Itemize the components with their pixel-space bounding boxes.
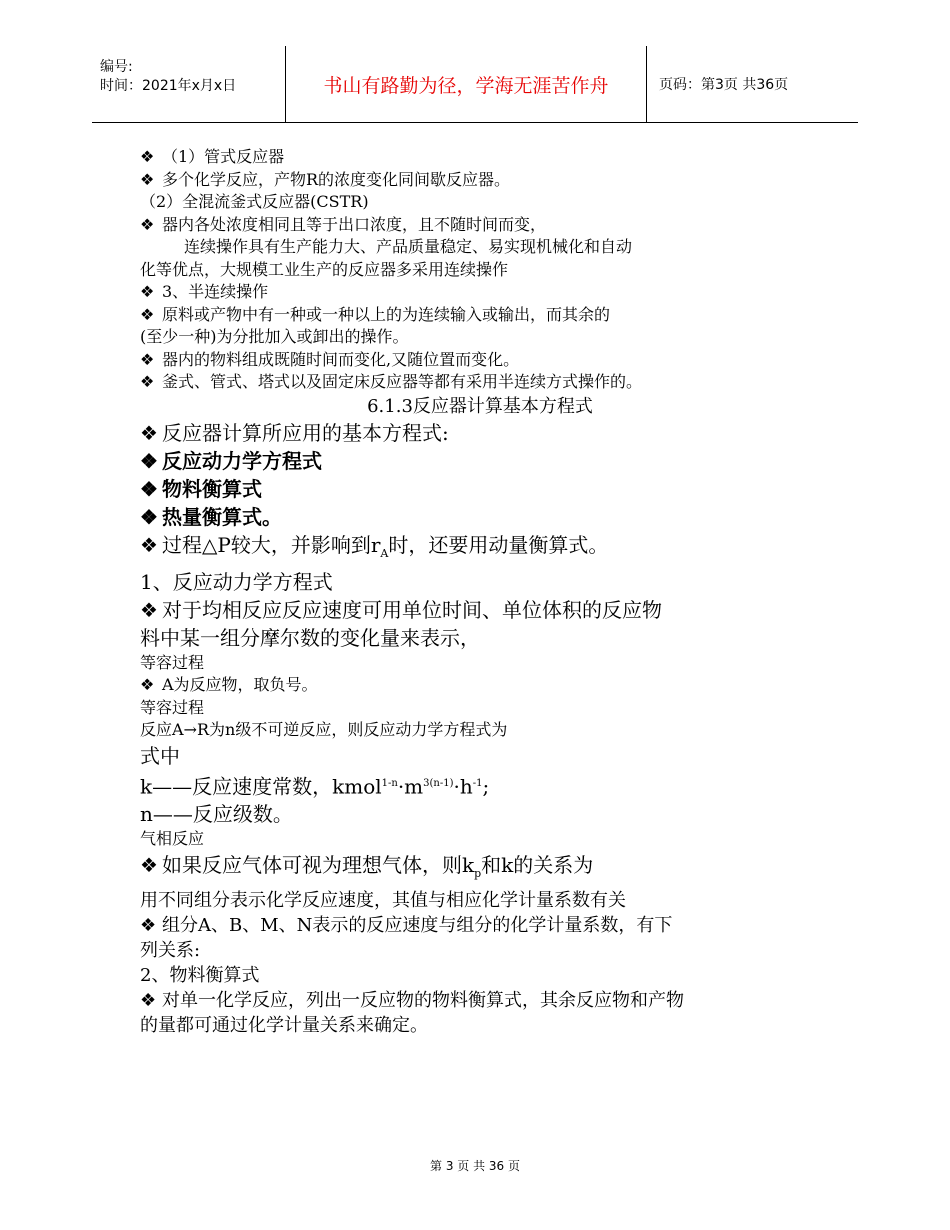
page-footer: 第 3 页 共 36 页	[430, 1159, 520, 1173]
text-line: 反应器计算所应用的基本方程式:	[162, 420, 449, 445]
time-label: 时间：2021年x月x日	[100, 78, 237, 94]
text-line: 3、半连续操作	[162, 282, 269, 301]
text-line: 物料衡算式	[162, 476, 262, 501]
list-item	[140, 169, 820, 192]
list-item	[140, 419, 820, 447]
list-item	[140, 531, 820, 568]
list-item	[140, 475, 820, 503]
bullet-icon: ❖	[140, 914, 157, 936]
bullet-icon: ❖	[140, 147, 155, 166]
superscript: 3(n-1)	[423, 777, 454, 789]
text-line: 组分A、B、M、N表示的反应速度与组分的化学计量系数，有下	[162, 914, 673, 936]
bullet-icon: ❖	[140, 989, 157, 1011]
text-line: 用不同组分表示化学反应速度，其值与相应化学计量系数有关	[140, 889, 626, 911]
text-line: 釜式、管式、塔式以及固定床反应器等都有采用半连续方式操作的。	[162, 372, 643, 391]
list-item	[140, 349, 820, 372]
text-line: 对于均相反应反应速度可用单位时间、单位体积的反应物	[162, 597, 662, 622]
text-line: 过程△P较大，并影响到r	[162, 532, 381, 557]
header-page-info: 页码：第3页 共36页	[659, 77, 789, 93]
section-heading: 6.1.3反应器计算基本方程式	[367, 395, 593, 417]
text-line: A为反应物，取负号。	[162, 675, 318, 694]
text-line: k——反应速度常数，kmol	[140, 774, 382, 799]
text-line: ·h	[453, 774, 473, 799]
text-line: 反应动力学方程式	[162, 448, 322, 473]
list-item	[140, 851, 820, 888]
text-line: 连续操作具有生产能力大、产品质量稳定、易实现机械化和自动	[184, 237, 633, 256]
text-line: 如果反应气体可视为理想气体，则k	[162, 852, 475, 877]
superscript: -1	[472, 777, 483, 789]
list-item	[140, 596, 820, 624]
text-line: 化等优点，大规模工业生产的反应器多采用连续操作	[140, 259, 509, 279]
list-item	[140, 304, 820, 327]
list-item	[140, 447, 820, 475]
bullet-icon: ❖	[140, 282, 155, 301]
bullet-icon: ❖	[140, 476, 158, 501]
text-line: （2）全混流釜式反应器(CSTR)	[140, 192, 369, 211]
list-item	[140, 146, 820, 169]
text-line: 反应A→R为n级不可逆反应，则反应动力学方程式为	[140, 720, 508, 739]
text-line: 原料或产物中有一种或一种以上的为连续输入或输出，而其余的	[162, 304, 611, 324]
bullet-icon: ❖	[140, 504, 158, 529]
page-header	[92, 46, 858, 123]
text-line: n——反应级数。	[140, 802, 293, 827]
list-item	[140, 371, 820, 394]
text-line: （1）管式反应器	[162, 147, 285, 166]
bullet-icon: ❖	[140, 448, 158, 473]
text-line: ·m	[397, 774, 424, 799]
subscript: A	[380, 546, 389, 560]
text-line: 器内的物料组成既随时间而变化,又随位置而变化。	[162, 349, 520, 369]
text-line: 和k的关系为	[481, 852, 594, 877]
bullet-icon: ❖	[140, 304, 155, 324]
list-item	[140, 281, 820, 304]
bullet-icon: ❖	[140, 214, 155, 234]
text-line: 多个化学反应，产物R的浓度变化同间歇反应器。	[162, 169, 511, 189]
text-line: 热量衡算式。	[162, 504, 282, 529]
document-body	[140, 146, 820, 1038]
formula-line	[140, 770, 820, 801]
subsection-heading: 2、物料衡算式	[140, 964, 260, 986]
text-line: 等容过程	[140, 652, 205, 672]
bullet-icon: ❖	[140, 169, 155, 189]
text-line: 器内各处浓度相同且等于出口浓度，且不随时间而变，	[162, 214, 547, 234]
bullet-icon: ❖	[140, 675, 155, 694]
text-line: 对单一化学反应，列出一反应物的物料衡算式，其余反应物和产物	[162, 989, 684, 1011]
list-item	[140, 503, 820, 531]
bullet-icon: ❖	[140, 852, 158, 877]
bullet-icon: ❖	[140, 349, 155, 369]
text-line: (至少一种)为分批加入或卸出的操作。	[140, 327, 409, 346]
text-line: 的量都可通过化学计量关系来确定。	[140, 1014, 428, 1036]
text-line: 式中	[140, 743, 180, 768]
bullet-icon: ❖	[140, 420, 158, 445]
subsection-heading: 1、反应动力学方程式	[140, 569, 333, 594]
subscript: p	[474, 866, 482, 880]
list-item	[140, 988, 820, 1013]
bullet-icon: ❖	[140, 372, 155, 391]
text-line: 列关系:	[140, 939, 201, 961]
text-line: 气相反应	[140, 829, 205, 849]
list-item	[140, 913, 820, 938]
list-item	[140, 214, 820, 237]
text-line: 等容过程	[140, 697, 205, 717]
list-item	[140, 674, 820, 697]
bullet-icon: ❖	[140, 532, 158, 557]
header-motto: 书山有路勤为径，学海无涯苦作舟	[286, 46, 647, 122]
superscript: 1-n	[381, 777, 398, 789]
header-meta	[92, 46, 286, 122]
bullet-icon: ❖	[140, 597, 158, 622]
text-line: ;	[482, 774, 490, 799]
text-line: 时，还要用动量衡算式。	[388, 532, 609, 557]
number-label: 编号:	[100, 59, 133, 75]
text-line: 料中某一组分摩尔数的变化量来表示，	[140, 625, 480, 650]
